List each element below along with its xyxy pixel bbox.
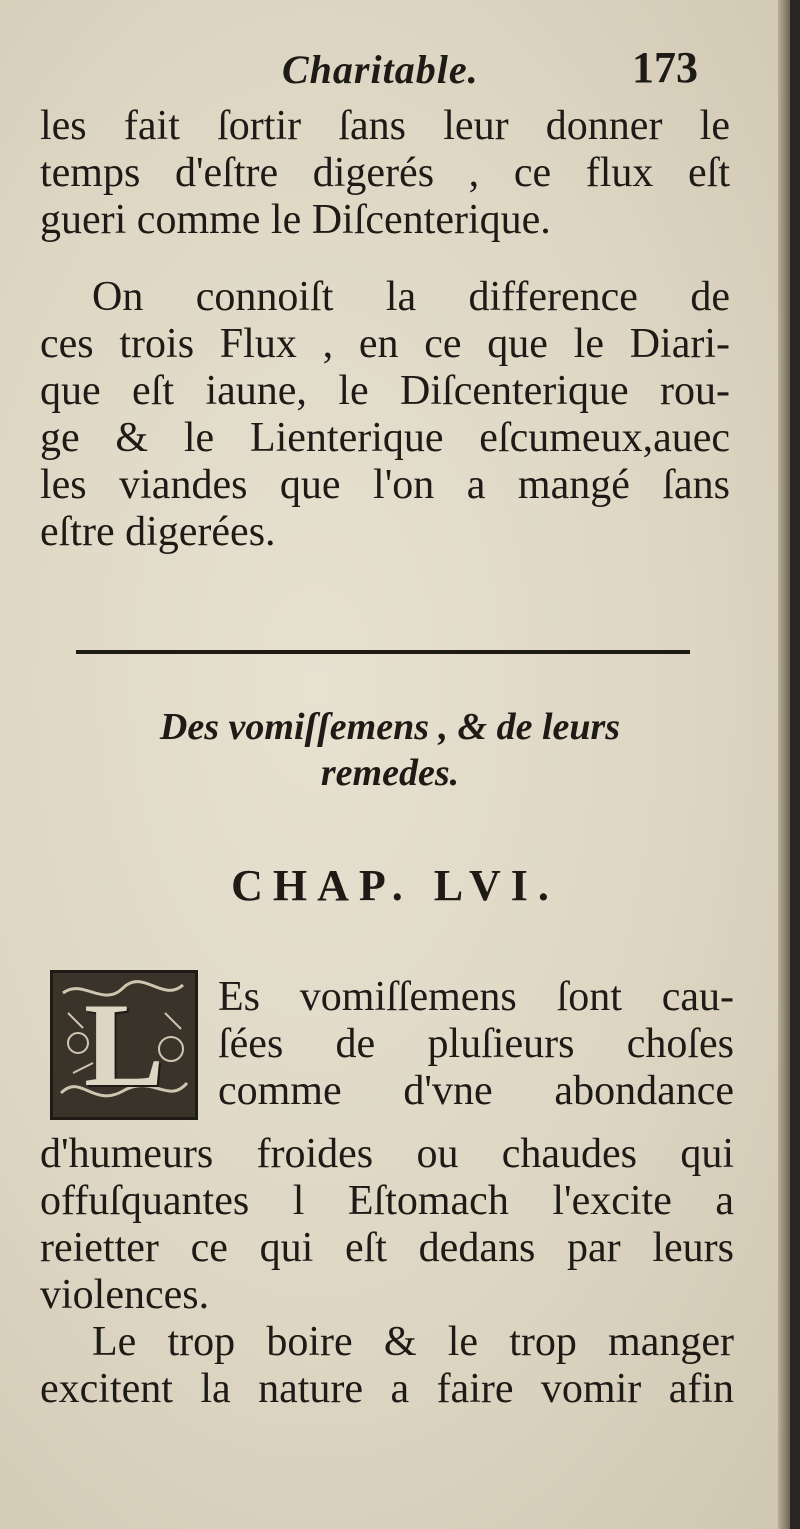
text-line: gueri comme le Diſcenterique.: [40, 197, 551, 243]
text-line: les fait ſortir ſans leur donner le: [40, 103, 730, 149]
ornamental-initial-icon: [50, 970, 198, 1120]
section-heading-line: remedes.: [320, 752, 460, 794]
running-head: [0, 40, 790, 100]
paragraph-vomiting-causes-start: [218, 974, 734, 1115]
section-heading-line: Des vomiſſemens , & de leurs: [159, 706, 621, 748]
text-line: ſées de pluſieurs choſes: [218, 1021, 734, 1067]
paragraph-continuation: [40, 103, 730, 244]
text-line: d'humeurs froides ou chaudes qui: [40, 1131, 734, 1177]
page-number: 173: [632, 43, 698, 92]
paragraph-flux-difference: [40, 274, 730, 556]
section-heading: [90, 704, 690, 796]
text-line: ge & le Lienterique eſcumeux,auec: [40, 415, 730, 461]
paragraph-vomiting-causes: [40, 1131, 734, 1413]
chapter-label: CHAP. LVI.: [231, 861, 559, 910]
text-line: comme d'vne abondance: [218, 1068, 734, 1114]
text-line: offuſquantes l Eſtomach l'excite a: [40, 1178, 734, 1224]
text-line: excitent la nature a faire vomir afin: [40, 1366, 734, 1412]
page-edge-shadow: [778, 0, 790, 1529]
running-title: Charitable.: [282, 47, 479, 92]
text-line: reietter ce qui eſt dedans par leurs: [40, 1225, 734, 1271]
text-line: On connoiſt la difference de: [92, 274, 730, 320]
text-line: les viandes que l'on a mangé ſans: [40, 462, 730, 508]
section-divider: [76, 650, 690, 654]
text-line: violences.: [40, 1272, 210, 1318]
text-line: Le trop boire & le trop manger: [92, 1319, 734, 1365]
text-line: temps d'eſtre digerés , ce flux eſt: [40, 150, 730, 196]
drop-cap-letter: L: [83, 978, 165, 1111]
text-line: Es vomiſſemens ſont cau-: [218, 974, 734, 1020]
text-line: que eſt iaune, le Diſcenterique rou-: [40, 368, 730, 414]
text-line: ces trois Flux , en ce que le Diari-: [40, 321, 730, 367]
text-line: eſtre digerées.: [40, 509, 276, 555]
